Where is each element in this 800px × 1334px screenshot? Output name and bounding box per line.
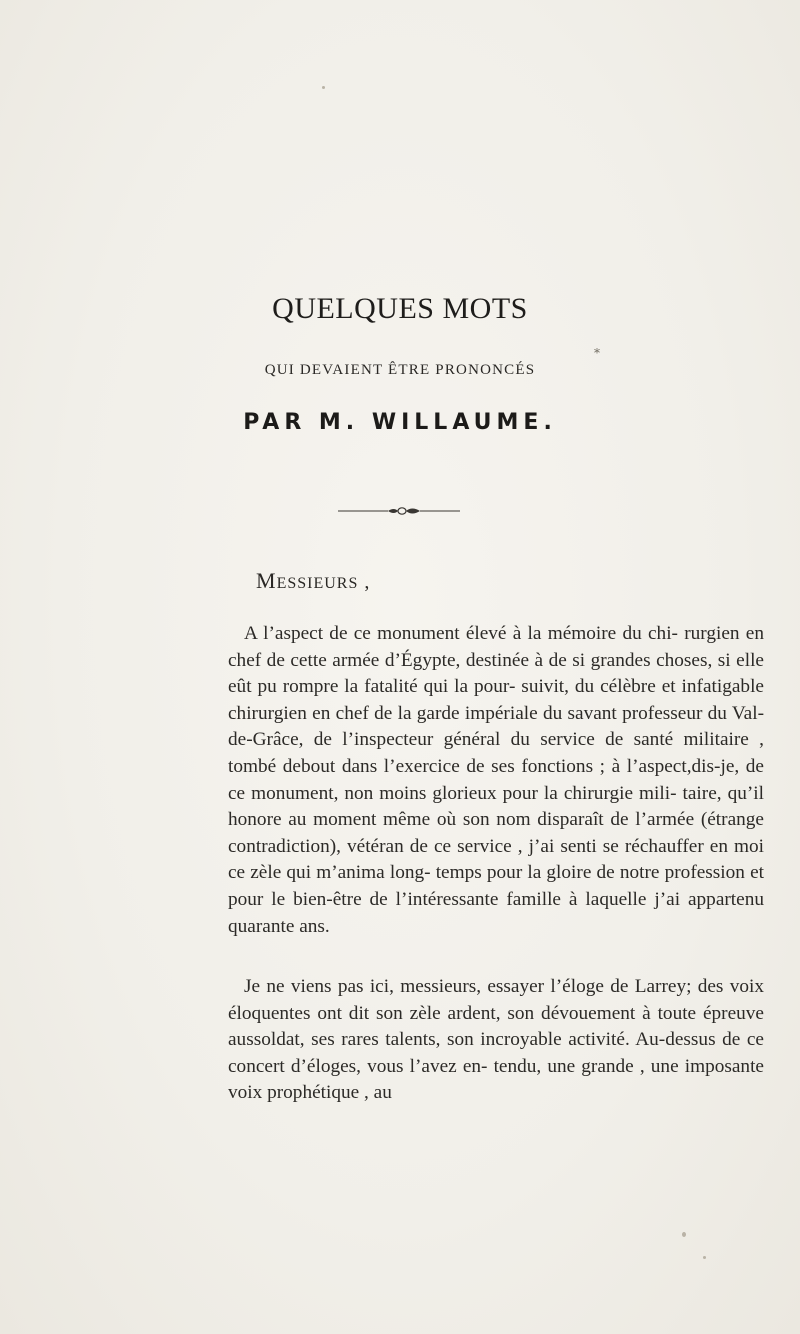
paragraph-2: Je ne viens pas ici, messieurs, essayer l’éloge de Larrey; des voix éloquentes ont dit son zèle ardent, son dévouement à toute épreuve aussoldat, ses rares talents, son incroyable activité. Au-dessus de ce concert d’éloges, vous l’avez en- tendu, une grande , une imposante voix prophétique , au xyxy=(228,976,764,1104)
paper-speck xyxy=(322,86,325,89)
page-title: QUELQUES MOTS xyxy=(272,292,528,325)
salutation-initial: M xyxy=(256,568,277,593)
paper-speck xyxy=(682,1232,686,1237)
author-line: PAR M. WILLAUME. xyxy=(243,410,557,435)
salutation-punct: , xyxy=(358,571,371,593)
paper-speck xyxy=(703,1256,706,1259)
ornament-divider-icon xyxy=(336,505,464,517)
subtitle: QUI DEVAIENT ÊTRE PRONONCÉS xyxy=(264,362,536,378)
salutation-rest: ESSIEURS xyxy=(276,575,359,592)
stray-mark: * xyxy=(594,346,600,360)
paragraph-1: A l’aspect de ce monument élevé à la mémoire du chi- rurgien en chef de cette armée d’Égypte, destinée à de si grandes choses, si elle eût pu rompre la fatalité qui la pour- suivit, du célèbre et infatigable chirurgien en chef de la garde impériale du savant professeur du Val-de-Grâce, de l’inspecteur général du service de santé militaire , tombé debout dans l’exercice de ses fonctions ; à l’aspect,dis-je, de ce monument, non moins glorieux pour la chirurgie mili- taire, qu’il honore au moment même où son nom disparaît de l’armée (étrange contradiction), vétéran de ce service , j’ai senti se réchauffer en moi ce zèle qui m’anima long- temps pour la gloire de notre profession et pour le bien-être de l’intéressante famille à laquelle j’ai appartenu quarante ans. xyxy=(228,623,764,937)
salutation xyxy=(256,568,370,594)
